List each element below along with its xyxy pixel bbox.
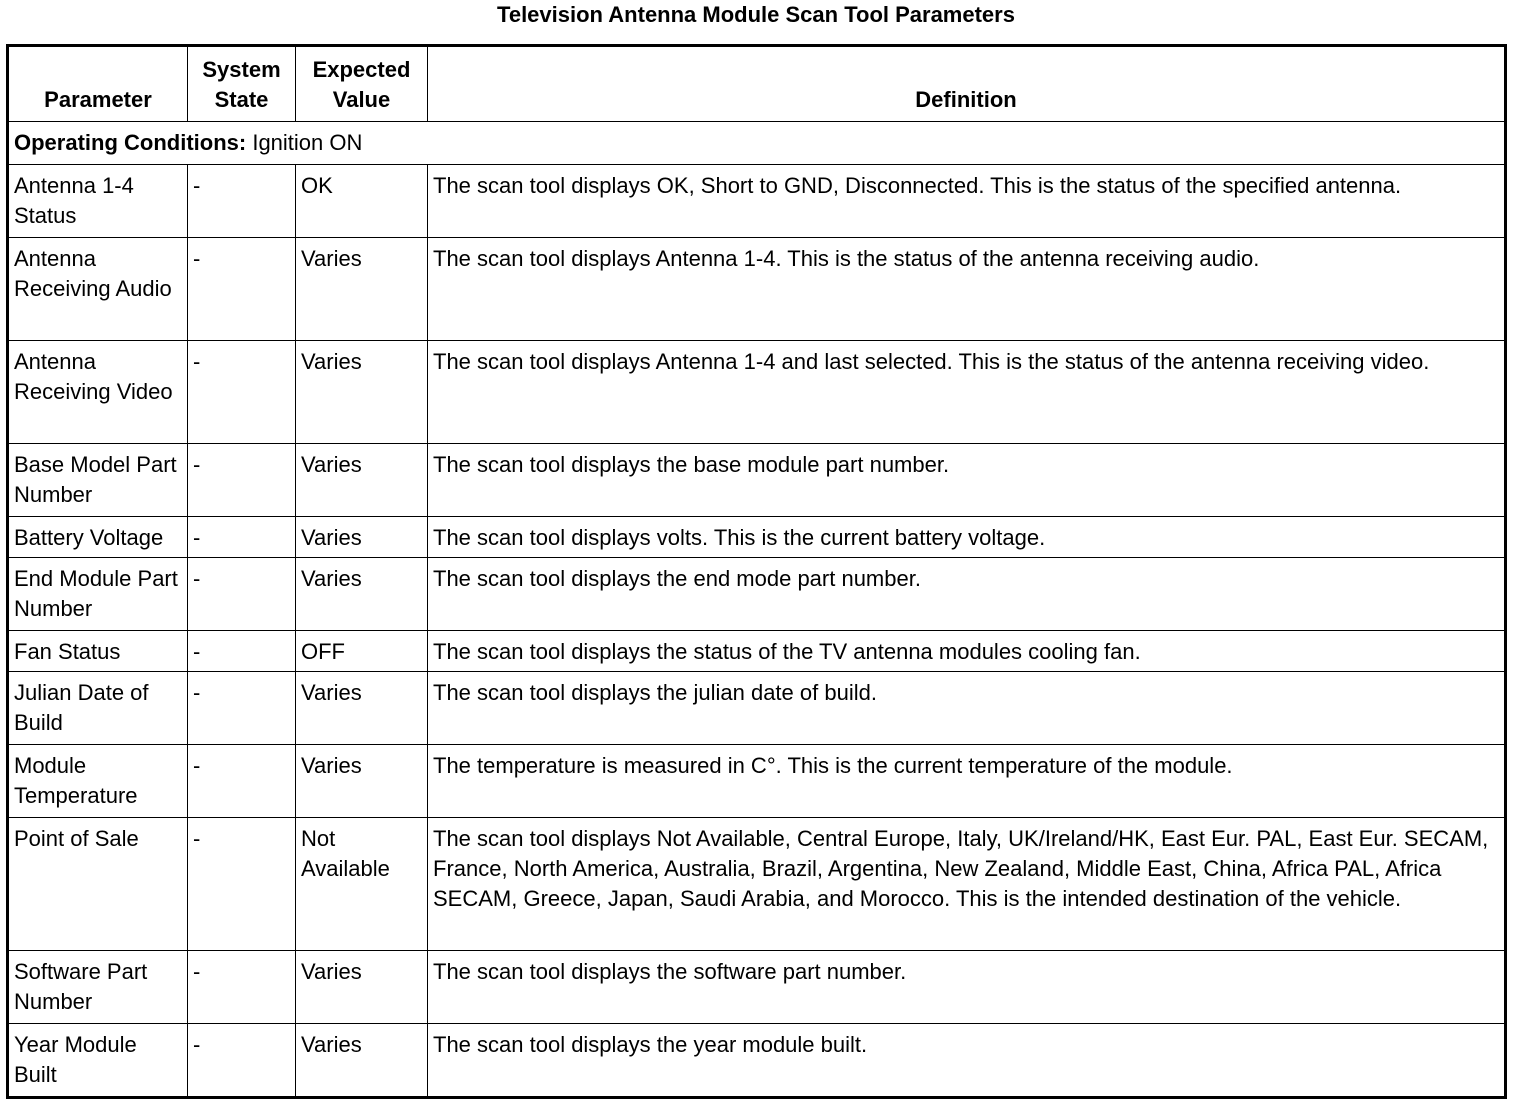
expected-value-cell: Not Available xyxy=(296,818,428,951)
system-state-cell: - xyxy=(188,444,296,517)
definition-cell: The scan tool displays volts. This is the current battery voltage. xyxy=(428,517,1506,558)
parameter-cell: Antenna Receiving Video xyxy=(8,341,188,444)
parameter-cell: Point of Sale xyxy=(8,818,188,951)
definition-cell: The scan tool displays Not Available, Central Europe, Italy, UK/Ireland/HK, East Eur. PAL, East Eur. SECAM, France, North America, Australia, Brazil, Argentina, New Zealand, Middle East, China, Africa PAL, Africa SECAM, Greece, Japan, Saudi Arabia, and Morocco. This is the intended destination of the vehicle. xyxy=(428,818,1506,951)
parameter-cell: Module Temperature xyxy=(8,745,188,818)
system-state-cell: - xyxy=(188,745,296,818)
system-state-cell: - xyxy=(188,951,296,1024)
expected-value-cell: Varies xyxy=(296,951,428,1024)
definition-cell: The scan tool displays the base module part number. xyxy=(428,444,1506,517)
parameter-cell: Fan Status xyxy=(8,631,188,672)
parameter-cell: Year Module Built xyxy=(8,1024,188,1098)
header-definition: Definition xyxy=(428,46,1506,122)
system-state-cell: - xyxy=(188,238,296,341)
definition-cell: The scan tool displays Antenna 1-4. This is the status of the antenna receiving audio. xyxy=(428,238,1506,341)
table-header-row xyxy=(8,46,1506,122)
operating-conditions-row xyxy=(8,122,1506,165)
table-row xyxy=(8,818,1506,951)
operating-conditions-label: Operating Conditions: xyxy=(14,130,247,155)
system-state-cell: - xyxy=(188,517,296,558)
table-row xyxy=(8,517,1506,558)
header-expected-value: Expected Value xyxy=(296,46,428,122)
definition-cell: The scan tool displays the status of the TV antenna modules cooling fan. xyxy=(428,631,1506,672)
definition-cell: The scan tool displays the julian date of build. xyxy=(428,672,1506,745)
parameter-cell: Software Part Number xyxy=(8,951,188,1024)
table-row xyxy=(8,444,1506,517)
table-row xyxy=(8,745,1506,818)
parameter-cell: End Module Part Number xyxy=(8,558,188,631)
system-state-cell: - xyxy=(188,818,296,951)
expected-value-cell: Varies xyxy=(296,672,428,745)
header-system-state: System State xyxy=(188,46,296,122)
expected-value-cell: Varies xyxy=(296,558,428,631)
table-row xyxy=(8,1024,1506,1098)
definition-cell: The scan tool displays the year module built. xyxy=(428,1024,1506,1098)
operating-conditions-value: Ignition ON xyxy=(252,130,363,155)
system-state-cell: - xyxy=(188,1024,296,1098)
table-row xyxy=(8,558,1506,631)
table-row xyxy=(8,631,1506,672)
table-row xyxy=(8,238,1506,341)
expected-value-cell: Varies xyxy=(296,1024,428,1098)
table-row xyxy=(8,672,1506,745)
definition-cell: The scan tool displays Antenna 1-4 and last selected. This is the status of the antenna receiving video. xyxy=(428,341,1506,444)
table-row xyxy=(8,165,1506,238)
expected-value-cell: Varies xyxy=(296,341,428,444)
expected-value-cell: OK xyxy=(296,165,428,238)
parameter-cell: Battery Voltage xyxy=(8,517,188,558)
definition-cell: The scan tool displays the end mode part number. xyxy=(428,558,1506,631)
parameter-cell: Julian Date of Build xyxy=(8,672,188,745)
parameter-cell: Base Model Part Number xyxy=(8,444,188,517)
page-title: Television Antenna Module Scan Tool Parameters xyxy=(497,2,1015,27)
expected-value-cell: Varies xyxy=(296,238,428,341)
system-state-cell: - xyxy=(188,672,296,745)
definition-cell: The scan tool displays the software part number. xyxy=(428,951,1506,1024)
system-state-cell: - xyxy=(188,558,296,631)
parameters-table xyxy=(6,44,1507,1099)
table-row xyxy=(8,951,1506,1024)
expected-value-cell: Varies xyxy=(296,745,428,818)
system-state-cell: - xyxy=(188,165,296,238)
system-state-cell: - xyxy=(188,341,296,444)
operating-conditions-cell xyxy=(8,122,1506,165)
expected-value-cell: OFF xyxy=(296,631,428,672)
table-row xyxy=(8,341,1506,444)
parameter-cell: Antenna 1-4 Status xyxy=(8,165,188,238)
header-parameter: Parameter xyxy=(8,46,188,122)
definition-cell: The temperature is measured in C°. This is the current temperature of the module. xyxy=(428,745,1506,818)
parameter-cell: Antenna Receiving Audio xyxy=(8,238,188,341)
system-state-cell: - xyxy=(188,631,296,672)
expected-value-cell: Varies xyxy=(296,444,428,517)
definition-cell: The scan tool displays OK, Short to GND, Disconnected. This is the status of the specified antenna. xyxy=(428,165,1506,238)
expected-value-cell: Varies xyxy=(296,517,428,558)
